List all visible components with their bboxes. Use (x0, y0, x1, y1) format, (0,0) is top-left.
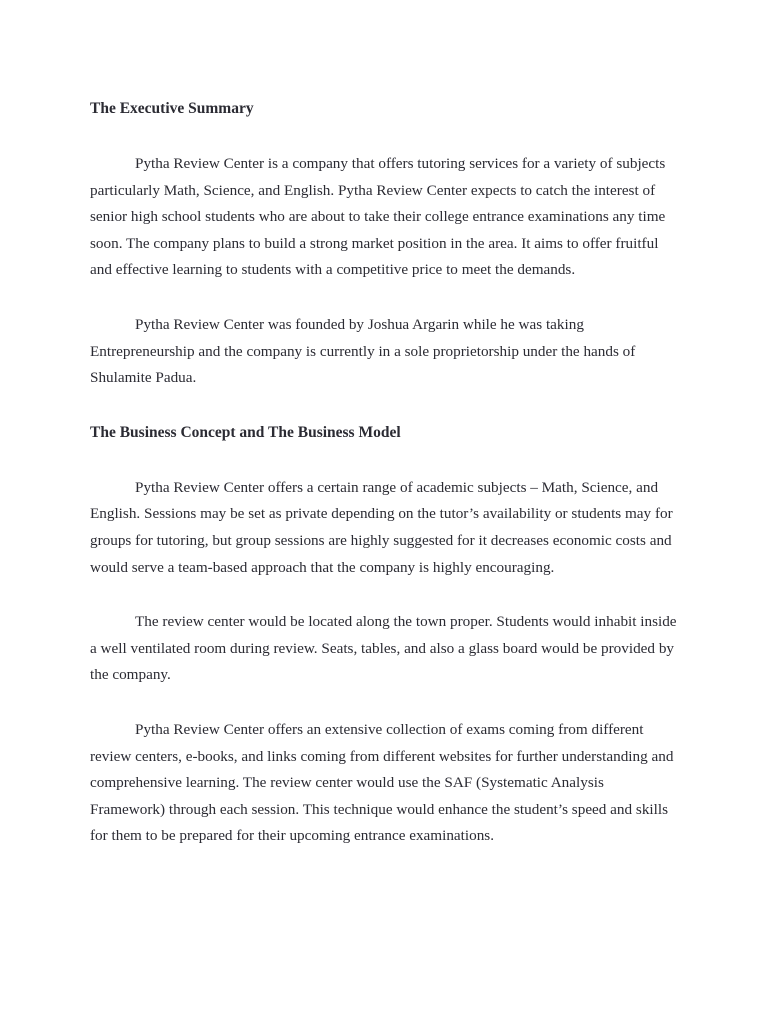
paragraph-executive-summary-2: Pytha Review Center was founded by Joshua Argarin while he was taking Entrepreneurship and the company is currently in a sole proprietorship under the hands of Shulamite Padua. (90, 315, 636, 387)
document-page (90, 96, 680, 850)
section-heading-business-concept: The Business Concept and The Business Model (90, 423, 401, 441)
paragraph-business-concept-3: Pytha Review Center offers an extensive collection of exams coming from different review centers, e-books, and links coming from different websites for further understanding and comprehensive learning. The review center would use the SAF (Systematic Analysis Framework) through each session. This technique would enhance the student’s speed and skills for them to be prepared for their upcoming entrance examinations. (90, 720, 674, 845)
paragraph-executive-summary-1: Pytha Review Center is a company that offers tutoring services for a variety of subjects particularly Math, Science, and English. Pytha Review Center expects to catch the interest of senior high school students who are about to take their college entrance examinations any time soon. The company plans to build a strong market position in the area. It aims to offer fruitful and effective learning to students with a competitive price to meet the demands. (90, 155, 666, 279)
paragraph-business-concept-1: Pytha Review Center offers a certain range of academic subjects – Math, Science, and English. Sessions may be set as private depending on the tutor’s availability or students may for groups for tutoring, but group sessions are highly suggested for it decreases economic costs and would serve a team-based approach that the company is highly encouraging. (90, 478, 673, 576)
section-heading-executive-summary: The Executive Summary (90, 100, 254, 117)
paragraph-business-concept-2: The review center would be located along the town proper. Students would inhabit inside a well ventilated room during review. Seats, tables, and also a glass board would be provided by the company. (90, 613, 677, 684)
